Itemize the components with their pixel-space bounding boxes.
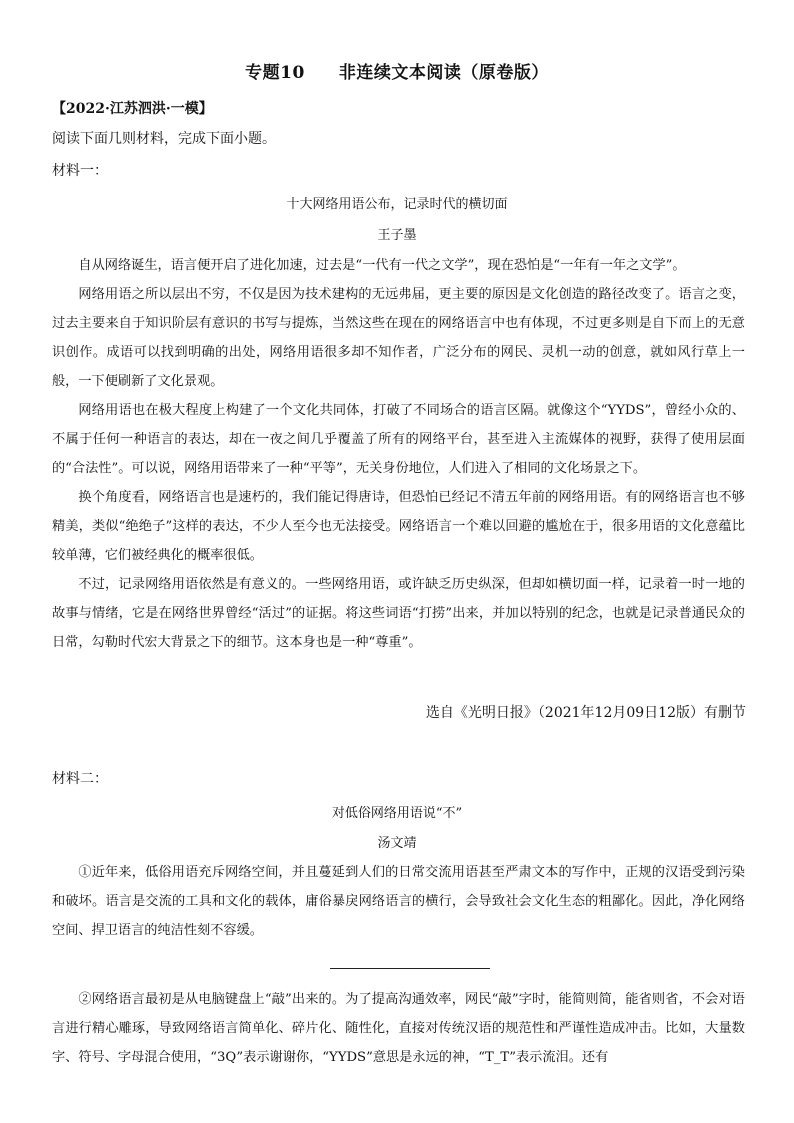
- material2-label: 材料二：: [52, 771, 108, 787]
- material1-author: 王子墨: [377, 228, 417, 243]
- title-topic-name: 非连续文本阅读（原卷版）: [338, 63, 549, 83]
- title-topic-number: 专题10: [245, 63, 305, 83]
- material2-body-part2: [52, 985, 745, 1072]
- material1-paragraph: 网络用语也在极大程度上构建了一个文化共同体，打破了不同场合的语言区隔。就像这个“YYDS”，曾经小众的、不属于任何一种语言的表达，却在一夜之间几乎覆盖了所有的网络平台，甚至进入主流媒体的视野，获得了使用层面的“合法性”。可以说，网络用语带来了一种“平等”，无关身份地位，人们进入了相同的文化场景之下。: [52, 403, 745, 476]
- material1-paragraph: 换个角度看，网络语言也是速朽的，我们能记得唐诗，但恐怕已经记不清五年前的网络用语。有的网络语言也不够精美，类似“绝绝子”这样的表达，不少人至今也无法接受。网络语言一个难以回避的尴尬在于，很多用语的文化意蕴比较单薄，它们被经典化的概率很低。: [52, 490, 745, 563]
- material2-heading: 对低俗网络用语说“不”: [331, 806, 463, 821]
- material1-paragraph: 不过，记录网络用语依然是有意义的。一些网络用语，或许缺乏历史纵深，但却如横切面一样，记录着一时一地的故事与情绪，它是在网络世界曾经“活过”的证据。将这些词语“打捞”出来，并加以特别的纪念，也就是记录普通民众的日常，勾勒时代宏大背景之下的细节。这本身也是一种“尊重”。: [52, 577, 745, 650]
- material1-paragraph: 网络用语之所以层出不穷，不仅是因为技术建构的无远弗届，更主要的原因是文化创造的路径改变了。语言之变，过去主要来自于知识阶层有意识的书写与提炼，当然这些在现在的网络语言中也有体现，不过更多则是自下而上的无意识创作。成语可以找到明确的出处，网络用语很多却不知作者，广泛分布的网民、灵机一动的创意，就如风行草上一般，一下便刷新了文化景观。: [52, 287, 745, 389]
- material2-paragraph: ①近年来，低俗用语充斥网络空间，并且蔓延到人们的日常交流用语甚至严肃文本的写作中，正规的汉语受到污染和破坏。语言是交流的工具和文化的载体，庸俗暴戾网络语言的横行，会导致社会文化生态的粗鄙化。因此，净化网络空间、捍卫语言的纯洁性刻不容缓。: [52, 865, 745, 938]
- material2-body-part1: [52, 858, 745, 945]
- material2-paragraph: ②网络语言最初是从电脑键盘上“敲”出来的。为了提高沟通效率，网民“敲”字时，能简则简，能省则省，不会对语言进行精心雕琢，导致网络语言简单化、碎片化、随性化，直接对传统汉语的规范性和严谨性造成冲击。比如，大量数字、符号、字母混合使用，“3Q”表示谢谢你，“YYDS”意思是永远的神，“T_T”表示流泪。还有: [52, 992, 745, 1065]
- material1-citation: 选自《光明日报》（2021年12月09日12版）有删节: [425, 705, 746, 721]
- material2-author: 汤文靖: [377, 836, 417, 851]
- page-title: [0, 58, 794, 83]
- material1-body: [52, 251, 745, 657]
- material1-heading: 十大网络用语公布，记录时代的横切面: [286, 197, 508, 212]
- section-divider: [330, 968, 490, 969]
- material1-label: 材料一：: [52, 163, 108, 179]
- material1-paragraph: 自从网络诞生，语言便开启了进化加速，过去是“一代有一代之文学”，现在恐怕是“一年有一年之文学”。: [78, 258, 686, 273]
- instruction-text: 阅读下面几则材料，完成下面小题。: [52, 131, 276, 147]
- source-tag: 【2022·江苏泗洪·一模】: [52, 101, 213, 117]
